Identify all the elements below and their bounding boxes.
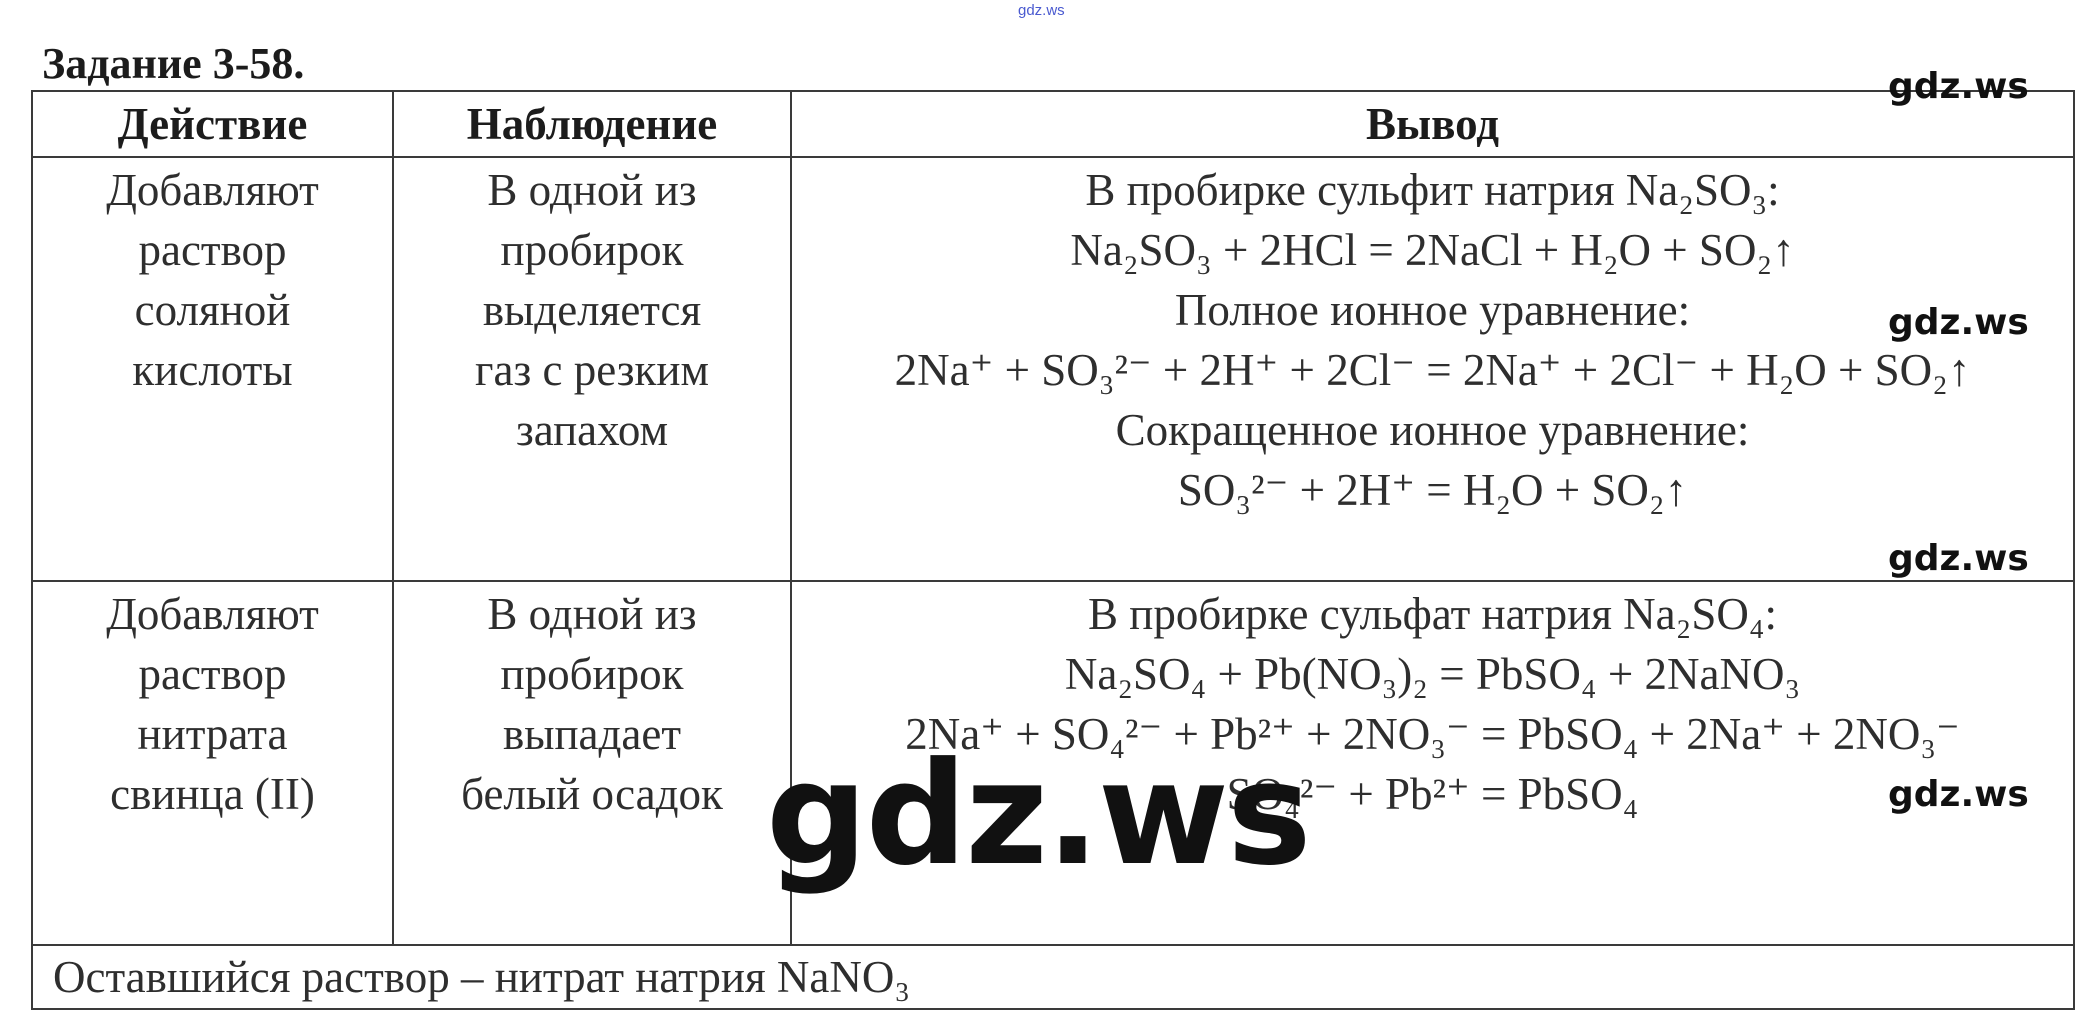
table-header-row [32, 91, 2074, 157]
observation-line: выпадает [502, 709, 682, 759]
action-line: раствор [138, 649, 287, 699]
observation-line: выделяется [482, 285, 702, 335]
observation-line: газ с резким [475, 345, 709, 395]
conclusion-line: Полное ионное уравнение: [1174, 285, 1691, 335]
action-line: раствор [138, 225, 287, 275]
observation-line: запахом [515, 405, 669, 455]
watermark-text: gdz.ws [1888, 538, 2029, 579]
conclusion-line: В пробирке сульфат натрия Na₂SO₄: [1087, 589, 1778, 639]
equation-molecular: Na₂SO₃ + 2HCl = 2NaCl + H₂O + SO₂↑ [1070, 225, 1795, 275]
observation-line: В одной из [487, 165, 697, 215]
equation-short-ionic: SO₄²⁻ + Pb²⁺ = PbSO₄ [1226, 769, 1639, 819]
conclusion-line: В пробирке сульфит натрия Na₂SO₃: [1085, 165, 1780, 215]
conclusion-line: Сокращенное ионное уравнение: [1115, 405, 1750, 455]
header-observation: Наблюдение [393, 91, 791, 157]
header-conclusion: Вывод [791, 91, 2074, 157]
table-row [32, 157, 2074, 581]
observation-line: белый осадок [461, 769, 723, 819]
observation-cell [393, 581, 791, 945]
watermark-text: gdz.ws [1888, 66, 2029, 107]
action-line: нитрата [137, 709, 288, 759]
observation-cell [393, 157, 791, 581]
footer-note: Оставшийся раствор – нитрат натрия NaNO₃ [32, 945, 2074, 1009]
table-footer-row [32, 945, 2074, 1009]
observation-line: пробирок [500, 649, 684, 699]
conclusion-cell [791, 157, 2074, 581]
action-line: кислоты [132, 345, 293, 395]
action-line: соляной [134, 285, 291, 335]
action-line: Добавляют [106, 165, 319, 215]
equation-molecular: Na₂SO₄ + Pb(NO₃)₂ = PbSO₄ + 2NaNO₃ [1064, 649, 1801, 699]
equation-short-ionic: SO₃²⁻ + 2H⁺ = H₂O + SO₂↑ [1177, 465, 1688, 515]
watermark-text: gdz.ws [1888, 774, 2029, 815]
task-title: Задание 3-58. [42, 39, 305, 88]
action-cell [32, 157, 393, 581]
watermark-text: gdz.ws [1888, 302, 2029, 343]
action-line: Добавляют [106, 589, 319, 639]
header-action: Действие [32, 91, 393, 157]
top-watermark: gdz.ws [1018, 2, 1065, 19]
observation-line: пробирок [500, 225, 684, 275]
equation-full-ionic: 2Na⁺ + SO₄²⁻ + Pb²⁺ + 2NO₃⁻ = PbSO₄ + 2Na⁺ + 2NO₃⁻ [905, 709, 1960, 759]
observation-line: В одной из [487, 589, 697, 639]
action-cell [32, 581, 393, 945]
action-line: свинца (II) [110, 769, 315, 819]
watermark-large: gdz.ws [766, 732, 1310, 897]
equation-full-ionic: 2Na⁺ + SO₃²⁻ + 2H⁺ + 2Cl⁻ = 2Na⁺ + 2Cl⁻ + H₂O + SO₂↑ [894, 345, 1971, 395]
